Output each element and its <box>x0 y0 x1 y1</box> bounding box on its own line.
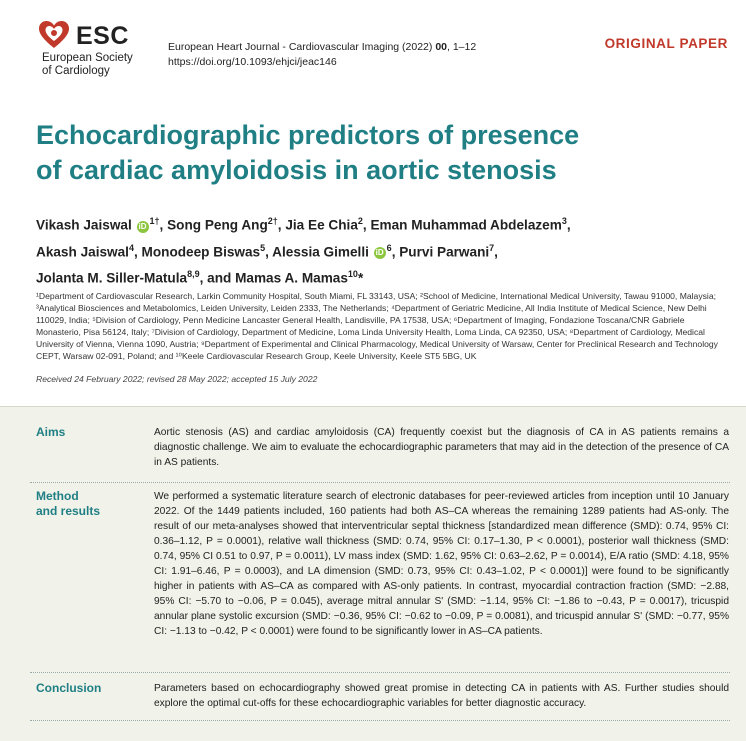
article-title: Echocardiographic predictors of presence of cardiac amyloidosis in aortic stenosis <box>36 120 580 185</box>
author-name[interactable]: , Jia Ee Chia <box>277 217 358 233</box>
original-paper-badge: ORIGINAL PAPER <box>604 36 728 51</box>
journal-citation: European Heart Journal - Cardiovascular Imaging (2022) 00, 1–12 https://doi.org/10.1093/ehjci/jeac146 <box>168 41 477 68</box>
affiliations: ¹Department of Cardiovascular Research, Larkin Community Hospital, South Miami, FL 33143, USA; ²School of Medicine, International Medical University, Tawau 91000, Malaysia; ³Analytical Biosciences and Metabolomics, Leiden University, Leiden 2333, The Netherlands; ⁴Department of Geriatric Medicine, All India Institute of Medical Science, New Delhi 110029, India; ⁵Division of Cardiology, Penn Medicine Lancaster General Health, Landisville, PA 17538, USA; ⁶Department of Imaging, Fondazione Toscana/CNR Gabriele Monasterio, Pisa 56124, Italy; ⁷Division of Cardiology, Department of Medicine, Loma Linda University Health, Loma Linda, CA 92350, USA; ⁸Department of Cardiology, Medical University of Vienna, Vienna 1090, Austria; ⁹Department of Experimental and Clinical Pharmacology, Medical University of Warsaw, Center for Preclinical Research and Technology CEPT, Warsaw 02-091, Poland; and ¹⁰Keele Cardiovascular Research Group, Keele University, Keele ST5 5BG, UK <box>36 291 718 361</box>
section-text: We performed a systematic literature search of electronic databases for peer-reviewed articles from inception until 10 January 2022. Of the 1449 patients included, 160 patients had both AS–CA whereas the remaining 1289 patients had AS-only. The result of our meta-analyses showed that interventricular septal thickness [standardized mean difference (SMD): 0.74, 95% CI: 0.36–1.12, P = 0.0001), relative wall thickness (SMD: 0.74, 95% CI: 0.17–1.30, P < 0.0001), posterior wall thickness (SMD: 0.74, 95% CI 0.51 to 0.97, P = 0.0011), LV mass index (SMD: 1.62, 95% CI: 0.63–2.62, P = 0.0014), E/A ratio (SMD: 4.18, 95% CI: 1.91–6.46, P = 0.0003), and LA dimension (SMD: 0.73, 95% CI: 0.43–1.02, P < 0.0001)] were found to be significantly higher in patients with AS–CA as compared with AS-only patients. In contrast, myocardial contraction fraction (SMD: −2.88, 95% CI: −5.70 to −0.06, P = 0.045), average mitral annular S' (SMD: −1.14, 95% CI: −1.86 to −0.43, P = 0.0017), tricuspid annular plane systolic excursion (SMD: −0.36, 95% CI: −0.62 to −0.09, P = 0.0081), and tricuspid annular S' (SMD: −0.77, 95% CI: −1.13 to −0.42, P < 0.0001) were found to be significantly lower in AS–CA patients. <box>154 491 729 637</box>
orcid-icon[interactable]: iD <box>138 221 147 231</box>
corresponding-author-mark: * <box>357 270 364 286</box>
abstract-section-conclusion <box>30 681 730 721</box>
esc-logo-subtitle: European Society of Cardiology <box>42 52 133 77</box>
author-name[interactable]: Vikash Jaiswal <box>36 217 132 233</box>
esc-heart-logo-icon <box>38 20 70 50</box>
author-name[interactable]: Akash Jaiswal <box>36 244 129 260</box>
section-label: Method and results <box>36 489 101 518</box>
orcid-icon[interactable]: iD <box>375 248 384 258</box>
section-text: Parameters based on echocardiography showed great promise in detecting CA in patients with AS. Further studies should explore the optimal cut-offs for these echocardiographic variables for better diagnostic accuracy. <box>154 683 729 709</box>
author-name[interactable]: , Alessia Gimelli <box>265 244 369 260</box>
author-name[interactable]: , Eman Muhammad Abdelazem <box>362 217 562 233</box>
section-label: Aims <box>36 425 66 439</box>
author-name[interactable]: , Purvi Parwani <box>391 244 490 260</box>
author-name[interactable]: , Song Peng Ang <box>159 217 268 233</box>
structured-abstract <box>0 406 746 741</box>
paper-header <box>0 0 746 90</box>
received-dates: Received 24 February 2022; revised 28 May 2022; accepted 15 July 2022 <box>36 374 318 384</box>
abstract-section-method <box>30 489 730 673</box>
section-label: Conclusion <box>36 681 102 695</box>
esc-logo-text: ESC <box>76 22 129 50</box>
abstract-section-aims <box>30 425 730 483</box>
section-text: Aortic stenosis (AS) and cardiac amyloidosis (CA) frequently coexist but the diagnosis of CA in AS patients remains a diagnostic challenge. We aim to evaluate the echocardiographic parameters that may aid in the detection of the presence of CA in AS patients. <box>154 427 729 468</box>
author-list: Vikash Jaiswal $iD^{1\dagger}$, Song Peng Ang$^{2\dagger}$, Jia Ee Chia$^2$, Eman Muhammad Abdelazem$^3$, Akash Jaiswal$^4$, Monodeep Biswas$^5$, Alessia Gimelli $iD^6$, Purvi Parwani$^7$, Jolanta M. Siller-Matula$^{8,9}$, and Mamas A. Mamas$^{10}$* <box>36 216 571 286</box>
author-name[interactable]: , and Mamas A. Mamas <box>199 270 348 286</box>
author-name[interactable]: , Monodeep Biswas <box>133 244 261 260</box>
author-name[interactable]: Jolanta M. Siller-Matula <box>36 270 188 286</box>
doi-link[interactable]: https://doi.org/10.1093/ehjci/jeac146 <box>168 56 337 68</box>
